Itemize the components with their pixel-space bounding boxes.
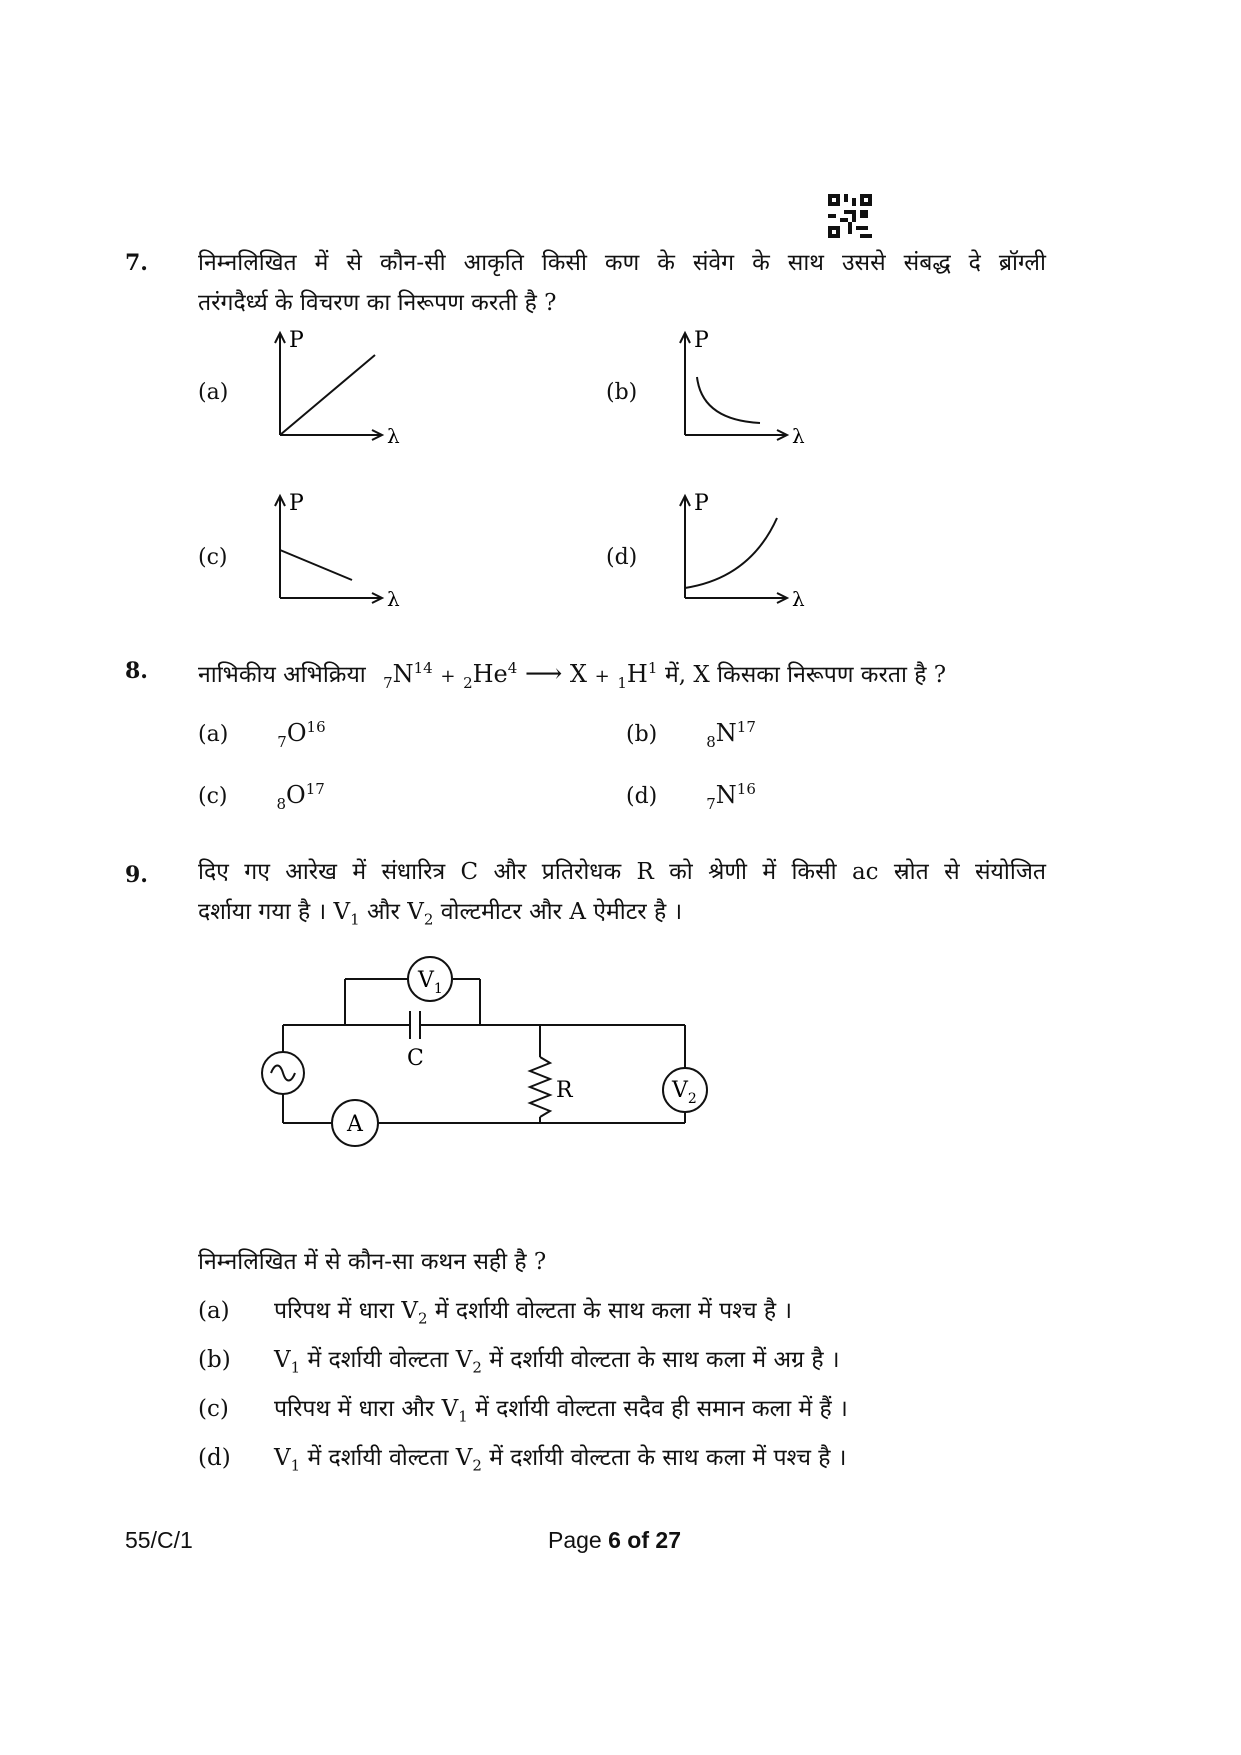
- option-c: (c) परिपथ में धारा और $V_1$ में दर्शायी वोल्टता सदैव ही समान कला में हैं ।: [198, 1389, 848, 1437]
- question-prompt: निम्नलिखित में से कौन-सा कथन सही है ?: [198, 1249, 547, 1275]
- mass-number: 14: [413, 659, 433, 677]
- capacitor-label: C: [407, 1046, 424, 1071]
- isotope: [276, 780, 325, 813]
- question-text: [198, 243, 1046, 323]
- graph-option-d: [660, 488, 820, 613]
- element-symbol: N: [715, 719, 737, 747]
- mass-number: 1: [647, 659, 658, 677]
- atomic-number: 1: [617, 673, 627, 692]
- option-label: (c): [198, 545, 228, 570]
- voltmeter-v2-label: $V_2$: [672, 1078, 697, 1107]
- question-text-line: दर्शाया गया है । $V_1$ और $V_2$ वोल्टमीटर और A ऐमीटर है ।: [198, 899, 683, 929]
- question-text-prefix: नाभिकीय अभिक्रिया: [198, 662, 366, 688]
- option-label: (d): [198, 1445, 231, 1471]
- nuclear-reaction: [383, 659, 665, 692]
- question-text-suffix: में, X किसका निरूपण करता है ?: [665, 662, 947, 688]
- plus-sign: +: [594, 666, 610, 687]
- atomic-number: 8: [276, 794, 287, 813]
- ammeter-label: A: [347, 1112, 363, 1137]
- atomic-number: 2: [463, 673, 473, 692]
- axis-p-label: P: [694, 328, 709, 353]
- graph-option-b: [660, 325, 820, 450]
- question-text-line: दिए गए आरेख में संधारित्र C और प्रतिरोधक R को श्रेणी में किसी ac स्रोत से संयोजित: [198, 859, 1046, 885]
- axis-p-label: P: [289, 328, 304, 353]
- unknown-x: X: [569, 660, 587, 688]
- question-number: 7.: [125, 250, 148, 276]
- atomic-number: 7: [706, 794, 716, 813]
- voltmeter-v1-label: $V_1$: [418, 968, 443, 997]
- mass-number: 16: [736, 780, 756, 798]
- resistor-label: R: [556, 1078, 573, 1103]
- question-text-line: तरंगदैर्ध्य के विचरण का निरूपण करती है ?: [198, 290, 557, 316]
- isotope: [706, 718, 756, 751]
- option-d: (d) $V_1$ में दर्शायी वोल्टता $V_2$ में दर्शायी वोल्टता के साथ कला में पश्च है ।: [198, 1438, 847, 1486]
- plus-sign: +: [440, 666, 456, 687]
- element-symbol: N: [392, 660, 414, 688]
- graph-option-a: [255, 325, 415, 450]
- option-label: (b): [198, 1347, 231, 1373]
- page-number: Page 6 of 27: [548, 1527, 681, 1553]
- isotope: [277, 718, 326, 751]
- circuit-diagram: [250, 945, 720, 1215]
- graph-option-c: [255, 488, 415, 613]
- qr-code-icon: [828, 194, 872, 238]
- element-symbol: He: [472, 660, 508, 688]
- element-symbol: O: [286, 719, 307, 747]
- question-number: 9.: [125, 862, 148, 888]
- option-label: (b): [606, 380, 638, 405]
- question-text: [198, 852, 1046, 940]
- option-label: (a): [198, 380, 229, 405]
- atomic-number: 7: [383, 673, 393, 692]
- axis-p-label: P: [289, 491, 304, 516]
- paper-code: 55/C/1: [125, 1527, 193, 1553]
- element-symbol: O: [286, 781, 306, 809]
- axis-p-label: P: [694, 491, 709, 516]
- option-a: (a) परिपथ में धारा $V_2$ में दर्शायी वोल्टता के साथ कला में पश्च है ।: [198, 1291, 792, 1339]
- axis-lambda-label: λ: [387, 587, 400, 611]
- question-text-line: निम्नलिखित में से कौन-सी आकृति किसी कण के संवेग के साथ उससे संबद्ध दे ब्रॉग्ली: [198, 250, 1046, 276]
- isotope: [706, 780, 756, 813]
- mass-number: 17: [736, 718, 756, 736]
- option-b: (b) $V_1$ में दर्शायी वोल्टता $V_2$ में दर्शायी वोल्टता के साथ कला में अग्र है ।: [198, 1340, 840, 1388]
- option-label: (a): [198, 722, 229, 747]
- atomic-number: 8: [706, 732, 716, 751]
- option-label: (d): [626, 784, 658, 809]
- mass-number: 4: [507, 659, 518, 677]
- element-symbol: N: [715, 781, 737, 809]
- axis-lambda-label: λ: [792, 587, 805, 611]
- mass-number: 16: [306, 718, 326, 736]
- option-label: (a): [198, 1298, 230, 1324]
- option-label: (b): [626, 722, 658, 747]
- option-label: (c): [198, 784, 228, 809]
- atomic-number: 7: [277, 732, 287, 751]
- option-d: [626, 780, 756, 813]
- option-label: (c): [198, 1396, 229, 1422]
- option-c: [198, 780, 325, 813]
- reaction-arrow-icon: ⟶: [524, 659, 563, 689]
- option-a: [198, 718, 326, 751]
- mass-number: 17: [305, 780, 325, 798]
- option-b: [626, 718, 756, 751]
- question-number: 8.: [125, 658, 148, 684]
- element-symbol: H: [626, 660, 648, 688]
- option-label: (d): [606, 545, 638, 570]
- question-text: [198, 648, 1098, 703]
- axis-lambda-label: λ: [792, 424, 805, 448]
- axis-lambda-label: λ: [387, 424, 400, 448]
